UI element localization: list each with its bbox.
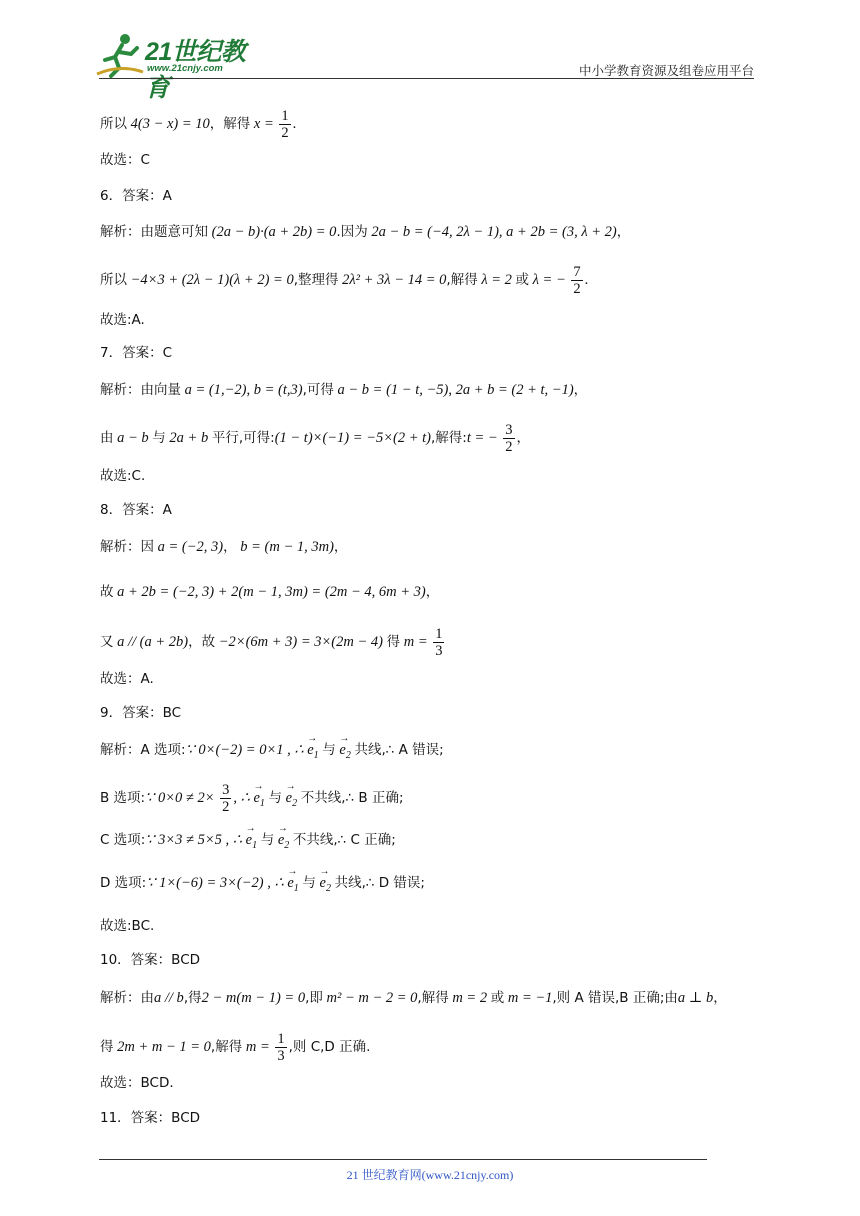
question-answer-7: 7．答案：C <box>100 345 173 361</box>
footer-divider <box>99 1159 707 1160</box>
solution-line: 解析：因 a = (−2, 3)， b = (m − 1, 3m)， <box>100 539 348 555</box>
solution-line: 得 2m + m − 1 = 0,解得 m = $\frac{1}{3}$ ,则 C,D 正确. <box>100 1031 371 1064</box>
logo-url: www.21cnjy.com <box>147 63 223 74</box>
runner-logo-icon <box>95 30 145 78</box>
fraction: $\frac{3}{2}$ <box>222 782 230 815</box>
solution-line: 解析：由a // b,得2 − m(m − 1) = 0,即 m² − m − 2 = 0,解得 m = 2 或 m = −1,则 A 错误,B 正确;由a ⊥ b， <box>100 990 727 1006</box>
header-platform-title: 中小学教育资源及组卷应用平台 <box>578 63 754 78</box>
footer-link[interactable]: 21 世纪教育网(www.21cnjy.com) <box>346 1168 514 1182</box>
solution-line: 解析：由向量 a = (1,−2), b = (t,3),可得 a − b = (1 − t, −5), 2a + b = (2 + t, −1)， <box>100 382 588 398</box>
solution-line: 所以 4(3 − x) = 10，解得 x = $\frac{1}{2}$ . <box>100 108 297 141</box>
fraction: $\frac{1}{3}$ <box>435 626 443 659</box>
solution-line: 故 a + 2b = (−2, 3) + 2(m − 1, 3m) = (2m − 4, 6m + 3)， <box>100 584 440 600</box>
question-answer-8: 8．答案：A <box>100 502 172 518</box>
question-answer-6: 6．答案：A <box>100 188 172 204</box>
header-divider <box>99 78 754 79</box>
question-answer-9: 9．答案：BC <box>100 705 182 721</box>
answer-choice: 故选：C <box>100 152 150 168</box>
fraction: $\frac{7}{2}$ <box>573 264 581 297</box>
answer-choice: 故选:C. <box>100 468 146 484</box>
answer-choice: 故选：BCD. <box>100 1075 174 1091</box>
solution-line: 解析：由题意可知 (2a − b)·(a + 2b) = 0.因为 2a − b = (−4, 2λ − 1), a + 2b = (3, λ + 2)， <box>100 224 631 240</box>
solution-line: 由 a − b 与 2a + b 平行,可得:(1 − t)×(−1) = −5×(2 + t),解得:t = − $\frac{3}{2}$ ， <box>100 422 531 455</box>
answer-choice: 故选:A. <box>100 312 145 328</box>
solution-line: B 选项:∵ 0×0 ≠ 2× $\frac{3}{2}$ , ∴ → $e_1$ 与 → $e_2$ 不共线,∴ B 正确; <box>100 782 404 815</box>
fraction: $\frac{1}{2}$ <box>281 108 289 141</box>
solution-line: 所以 −4×3 + (2λ − 1)(λ + 2) = 0,整理得 2λ² + 3λ − 14 = 0,解得 λ = 2 或 λ = − $\frac{7}{2}$ . <box>100 264 589 297</box>
site-logo[interactable] <box>95 30 265 102</box>
answer-choice: 故选:BC. <box>100 918 155 934</box>
logo-text: 21世纪教育 <box>145 38 246 102</box>
question-answer-11: 11．答案：BCD <box>100 1110 201 1126</box>
question-answer-10: 10．答案：BCD <box>100 952 201 968</box>
fraction: $\frac{1}{3}$ <box>277 1031 285 1064</box>
solution-line: 又 a // (a + 2b)，故 −2×(6m + 3) = 3×(2m − 4) 得 m = $\frac{1}{3}$ <box>100 626 443 659</box>
solution-line: 解析：A 选项:∵ 0×(−2) = 0×1 , ∴ → $e_1$ 与 → $e_2$ 共线,∴ A 错误; <box>100 740 444 766</box>
solution-line: C 选项:∵ 3×3 ≠ 5×5 , ∴ → $e_1$ 与 → $e_2$ 不共线,∴ C 正确; <box>100 830 396 856</box>
fraction: $\frac{3}{2}$ <box>505 422 513 455</box>
solution-line: D 选项:∵ 1×(−6) = 3×(−2) , ∴ → $e_1$ 与 → $e_2$ 共线,∴ D 错误; <box>100 873 425 899</box>
answer-choice: 故选：A. <box>100 671 154 687</box>
